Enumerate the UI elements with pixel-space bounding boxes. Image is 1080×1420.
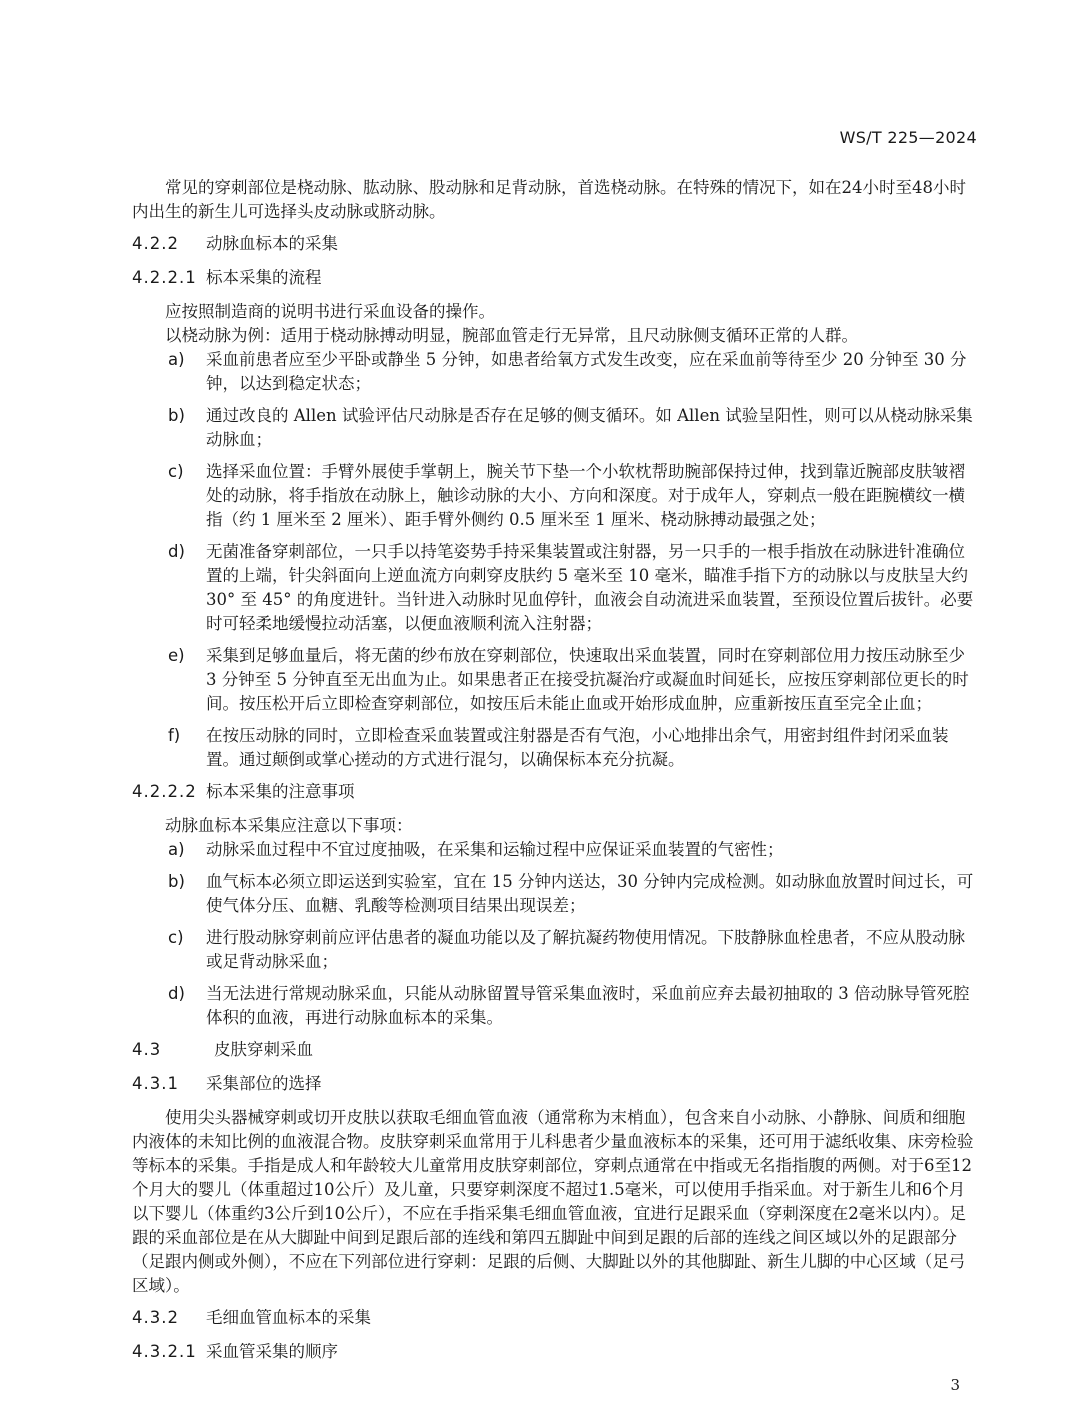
list-item-text: 选择采血位置：手臂外展使手掌朝上，腕关节下垫一个小软枕帮助腕部保持过伸，找到靠近腕部皮肤皱褶处的动脉，将手指放在动脉上，触诊动脉的大小、方向和深度。对于成年人，穿刺点一般在距腕横纹一横指（约 1 厘米至 2 厘米）、距手臂外侧约 0.5 厘米至 1 厘米、桡动脉搏动最强之处；: [206, 462, 965, 529]
list-item-text: 通过改良的 Allen 试验评估尺动脉是否存在足够的侧支循环。如 Allen 试验呈阳性，则可以从桡动脉采集动脉血；: [206, 406, 973, 449]
notes-list: [132, 838, 978, 1030]
section-title: 标本采集的注意事项: [206, 782, 355, 801]
section-number: 4.2.2: [132, 234, 179, 253]
list-item-text: 采血前患者应至少平卧或静坐 5 分钟，如患者给氧方式发生改变，应在采血前等待至少 20 分钟至 30 分钟，以达到稳定状态；: [206, 350, 967, 393]
list-item-label: c): [168, 928, 184, 947]
list-item-text: 无菌准备穿刺部位，一只手以持笔姿势手持采集装置或注射器，另一只手的一根手指放在动脉进针准确位置的上端，针尖斜面向上逆血流方向刺穿皮肤约 5 毫米至 10 毫米，瞄准手指下方的动脉以与皮肤呈大约 30° 至 45° 的角度进针。当针进入动脉时见血停针，血液会自动流进采血装置，至预设位置后拔针。必要时可轻柔地缓慢拉动活塞，以便血液顺利流入注射器；: [206, 542, 974, 633]
list-item-text: 进行股动脉穿刺前应评估患者的凝血功能以及了解抗凝药物使用情况。下肢静脉血栓患者，不应从股动脉或足背动脉采血；: [206, 928, 965, 971]
section-4-3-heading: [132, 1038, 978, 1062]
section-number: 4.2.2.2: [132, 782, 197, 801]
section-title: 毛细血管血标本的采集: [206, 1308, 371, 1327]
section-title: 皮肤穿刺采血: [214, 1040, 313, 1059]
list-item-label: a): [168, 840, 185, 859]
list-item-label: d): [168, 984, 185, 1003]
notes-intro-paragraph: 动脉血标本采集应注意以下事项：: [165, 816, 413, 835]
section-4-2-2-1-heading: [132, 266, 978, 290]
section-title: 采血管采集的顺序: [206, 1342, 338, 1361]
list-item: [132, 926, 978, 974]
procedure-list: [132, 348, 978, 772]
list-item: [132, 724, 978, 772]
page-number: 3: [950, 1376, 960, 1394]
section-4-2-2-2-heading: [132, 780, 978, 804]
list-item: [132, 404, 978, 452]
document-body: [132, 176, 978, 1374]
list-item: [132, 870, 978, 918]
list-item: [132, 460, 978, 532]
section-number: 4.3.1: [132, 1074, 179, 1093]
section-4-3-2-1-heading: [132, 1340, 978, 1364]
list-item-label: c): [168, 462, 184, 481]
list-item-text: 采集到足够血量后，将无菌的纱布放在穿刺部位，快速取出采血装置，同时在穿刺部位用力按压动脉至少 3 分钟至 5 分钟直至无出血为止。如果患者正在接受抗凝治疗或凝血时间延长，应按压穿刺部位更长的时间。按压松开后立即检查穿刺部位，如按压后未能止血或开始形成血肿，应重新按压直至完全止血；: [206, 646, 969, 713]
list-item: [132, 644, 978, 716]
section-title: 采集部位的选择: [206, 1074, 322, 1093]
section-4-3-1-heading: [132, 1072, 978, 1096]
intro-paragraph: 常见的穿刺部位是桡动脉、肱动脉、股动脉和足背动脉，首选桡动脉。在特殊的情况下，如在24小时至48小时内出生的新生儿可选择头皮动脉或脐动脉。: [132, 178, 966, 221]
section-4-2-2-heading: [132, 232, 978, 256]
standard-code: WS/T 225—2024: [839, 128, 977, 147]
section-number: 4.3.2: [132, 1308, 179, 1327]
manual-paragraph: 应按照制造商的说明书进行采血设备的操作。: [165, 302, 495, 321]
section-number: 4.3: [132, 1040, 162, 1059]
list-item-label: b): [168, 406, 185, 425]
list-item-label: b): [168, 872, 185, 891]
list-item-label: f): [168, 726, 181, 745]
list-item-text: 在按压动脉的同时，立即检查采血装置或注射器是否有气泡，小心地排出余气，用密封组件封闭采血装置。通过颠倒或掌心搓动的方式进行混匀，以确保标本充分抗凝。: [206, 726, 949, 769]
list-item-text: 当无法进行常规动脉采血，只能从动脉留置导管采集血液时，采血前应弃去最初抽取的 3 倍动脉导管死腔体积的血液，再进行动脉血标本的采集。: [206, 984, 970, 1027]
section-number: 4.2.2.1: [132, 268, 197, 287]
section-number: 4.3.2.1: [132, 1342, 197, 1361]
list-item: [132, 982, 978, 1030]
skin-puncture-paragraph: 使用尖头器械穿刺或切开皮肤以获取毛细血管血液（通常称为末梢血），包含来自小动脉、小静脉、间质和细胞内液体的未知比例的血液混合物。皮肤穿刺采血常用于儿科患者少量血液标本的采集，还可用于滤纸收集、床旁检验等标本的采集。手指是成人和年龄较大儿童常用皮肤穿刺部位，穿刺点通常在中指或无名指指腹的两侧。对于6至12个月大的婴儿（体重超过10公斤）及儿童，只要穿刺深度不超过1.5毫米，可以使用手指采血。对于新生儿和6个月以下婴儿（体重约3公斤到10公斤），不应在手指采集毛细血管血液，宜进行足跟采血（穿刺深度在2毫米以内）。足跟的采血部位是在从大脚趾中间到足跟后部的连线和第四五脚趾中间到足跟的后部的连线之间区域以外的足跟部分（足跟内侧或外侧），不应在下列部位进行穿刺：足跟的后侧、大脚趾以外的其他脚趾、新生儿脚的中心区域（足弓区域）。: [132, 1108, 974, 1295]
list-item-label: a): [168, 350, 185, 369]
list-item: [132, 838, 978, 862]
list-item-text: 血气标本必须立即运送到实验室，宜在 15 分钟内送达，30 分钟内完成检测。如动脉血放置时间过长，可使气体分压、血糖、乳酸等检测项目结果出现误差；: [206, 872, 974, 915]
list-item: [132, 540, 978, 636]
radial-example-paragraph: 以桡动脉为例：适用于桡动脉搏动明显，腕部血管走行无异常，且尺动脉侧支循环正常的人群。: [165, 326, 858, 345]
section-4-3-2-heading: [132, 1306, 978, 1330]
list-item-label: e): [168, 646, 185, 665]
section-title: 标本采集的流程: [206, 268, 322, 287]
list-item-label: d): [168, 542, 185, 561]
list-item-text: 动脉采血过程中不宜过度抽吸，在采集和运输过程中应保证采血装置的气密性；: [206, 840, 784, 859]
list-item: [132, 348, 978, 396]
section-title: 动脉血标本的采集: [206, 234, 338, 253]
